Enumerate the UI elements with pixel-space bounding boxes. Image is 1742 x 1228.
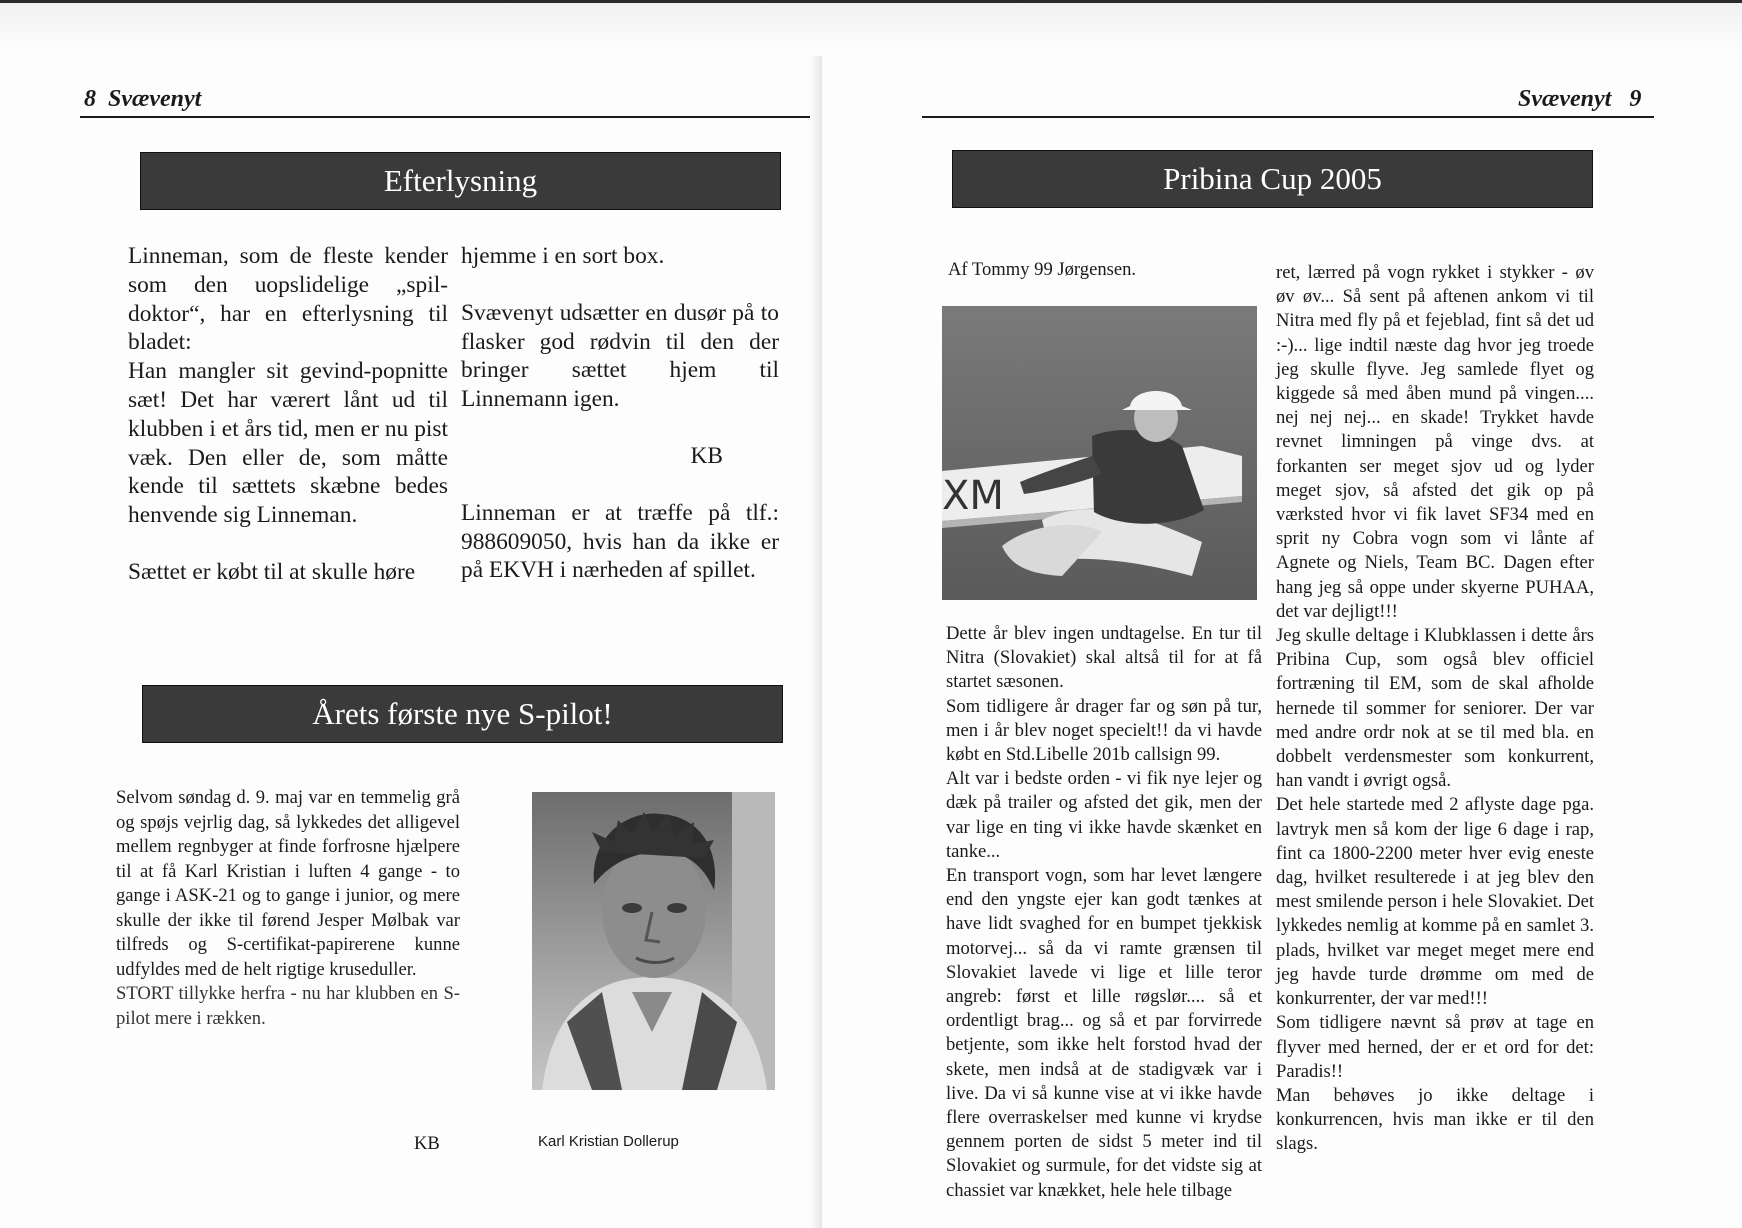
right-page-number: 9: [1629, 86, 1642, 112]
glider-marking: XM: [942, 473, 1004, 519]
paragraph: Linneman, som de fleste kender som den uopslidelige „spil-doktor“, har en efterlysning til bladet:: [128, 243, 448, 356]
photo-caption: Karl Kristian Dollerup: [538, 1133, 679, 1150]
paragraph: Jeg skulle deltage i Klubklassen i dette års Pribina Cup, som også blev officiel fortræning til EM, som de skal afholde hernede til sommer for seniorer. Der var med andre ordr nok at se til med bla. en dobbelt verdensmester som konkurrent, han vandt i øvrigt også.: [1276, 625, 1594, 792]
s-pilot-text: [116, 786, 460, 1031]
right-page: [822, 56, 1742, 1228]
s-pilot-title: Årets første nye S-pilot!: [312, 696, 613, 731]
efterlysning-title: Efterlysning: [383, 163, 538, 198]
paragraph: STORT tillykke herfra - nu har klubben en S-pilot mere i rækken.: [116, 983, 460, 1029]
scan-top-edge: [0, 0, 1742, 59]
portrait-image: [532, 792, 775, 1090]
paragraph: Man behøves jo ikke deltage i konkurrencen, hvis man ikke er til den slags.: [1276, 1084, 1594, 1155]
glider-photo-image: [942, 306, 1257, 600]
left-header-rule: [80, 116, 811, 118]
left-page-number: 8: [84, 86, 96, 112]
right-page-header: [1518, 86, 1641, 113]
signature: KB: [690, 442, 723, 469]
s-pilot-signature: KB: [414, 1133, 440, 1154]
left-page-header: [84, 86, 201, 113]
byline: Af Tommy 99 Jørgensen.: [948, 259, 1137, 280]
efterlysning-col-1: [128, 242, 448, 587]
right-magazine-title: Svævenyt: [1518, 86, 1612, 112]
efterlysning-banner: [140, 152, 781, 210]
paragraph: ret, lærred på vogn rykket i stykker - øv øv øv... Så sent på aftenen ankom vi til Nitra med fly på et fejeblad, fint så det ud :-)... lige indtil næste dag hvor jeg troede jeg skulle flyve. Jeg samlede flyet og kiggede så med åben mund på vingen.... nej nej nej... en skade! Trykket havde revnet limningen på vinge dvs. at forkanten ser meget sjov ud og lyder meget sjov, så afsted det gik op på værksted hvor vi fik lavet SF34 med en sprit ny Cobra vogn som vi lånte af Agnete og Niels, Team BC. Dagen efter hang jeg så oppe under skyerne PUHAA, det var dejligt!!!: [1276, 262, 1594, 622]
pribina-col-2: [1276, 261, 1594, 1157]
right-header-rule: [922, 116, 1654, 118]
paragraph: Linneman er at træffe på tlf.: 988609050, hvis han da ikke er på EKVH i nærheden af spillet.: [461, 499, 779, 584]
left-magazine-title: Svævenyt: [108, 86, 202, 112]
paragraph: hjemme i en sort box.: [461, 243, 665, 269]
karl-kristian-photo: [532, 792, 775, 1090]
paragraph: Han mangler sit gevind-popnitte sæt! Det har værert lånt ud til klubben i et års tid, men er nu pist væk. Den eller de, som måtte kende til sættets skæbne bedes henvende sig Linneman.: [128, 358, 448, 529]
paragraph: Svævenyt udsætter en dusør på to flasker god rødvin til den der bringer sættet hjem til Linnemann igen.: [461, 299, 779, 413]
glider-pilot-photo: [942, 306, 1257, 600]
paragraph: Alt var i bedste orden - vi fik nye lejer og dæk på trailer og afsted det gik, men der var lige en ting vi ikke havde skænket en tanke...: [946, 768, 1262, 862]
paragraph: Det hele startede med 2 aflyste dage pga. lavtryk men så kom der lige 6 dage i rap, fint ca 1800-2200 meter hver evig eneste dag, hvilket resulterede i at jeg blev den mest smilende person i hele Slovakiet. Det lykkedes nemlig at komme på en samlet 3. plads, hvilket var meget meget mere end jeg havde turde drømme om med de konkurrenter, der var med!!!: [1276, 794, 1594, 1010]
paragraph: Som tidligere nævnt så prøv at tage en flyver med herned, der er et ord for det: Paradis!!: [1276, 1012, 1594, 1082]
paragraph: Dette år blev ingen undtagelse. En tur til Nitra (Slovakiet) skal altså til for at få startet sæsonen.: [946, 623, 1262, 693]
pribina-banner: [952, 150, 1593, 208]
efterlysning-col-2: [461, 242, 779, 585]
paragraph: Som tidligere år drager far og søn på tur, men i år blev noget specielt!! da vi havde købt en Std.Libelle 201b callsign 99.: [946, 695, 1262, 766]
paragraph: Sættet er købt til at skulle høre: [128, 558, 416, 585]
paragraph: Selvom søndag d. 9. maj var en temmelig grå og spøjs vejrlig dag, så lykkedes det alligevel mellem regnbyger at finde forfrosne hjælpere til at få Karl Kristian i luften 4 gange - to gange i ASK-21 og to gange i junior, og mere skulle der ikke til førend Jesper Mølbak var tilfreds og S-certifikat-papirerene kunne udfyldes med de helt rigtige kruseduller.: [116, 787, 460, 980]
pribina-title: Pribina Cup 2005: [1163, 161, 1382, 196]
left-page: [0, 56, 822, 1228]
paragraph: En transport vogn, som har levet længere end den yngste ejer kan godt tænkes at have lidt svaghed for en bumpet tjekkisk motorvej... så da vi ramte grænsen til Slovakiet lavede vi lige et lille teror angreb: først et lille røgslør.... så et ordentligt brag... og så et par forvirrede betjente, som ikke helt forstod hvad der skete, men indså at de stadigvæk var i live. Da vi så kunne vise at vi ikke havde flere overraskelser med kunne vi krydse gennem porten de sidst 5 meter ind til Slovakiet og surmule, for det vidste sig at chassiet var knækket, hele hele tilbage: [946, 865, 1262, 1201]
pribina-col-1: [946, 622, 1262, 1203]
s-pilot-banner: [142, 685, 783, 743]
